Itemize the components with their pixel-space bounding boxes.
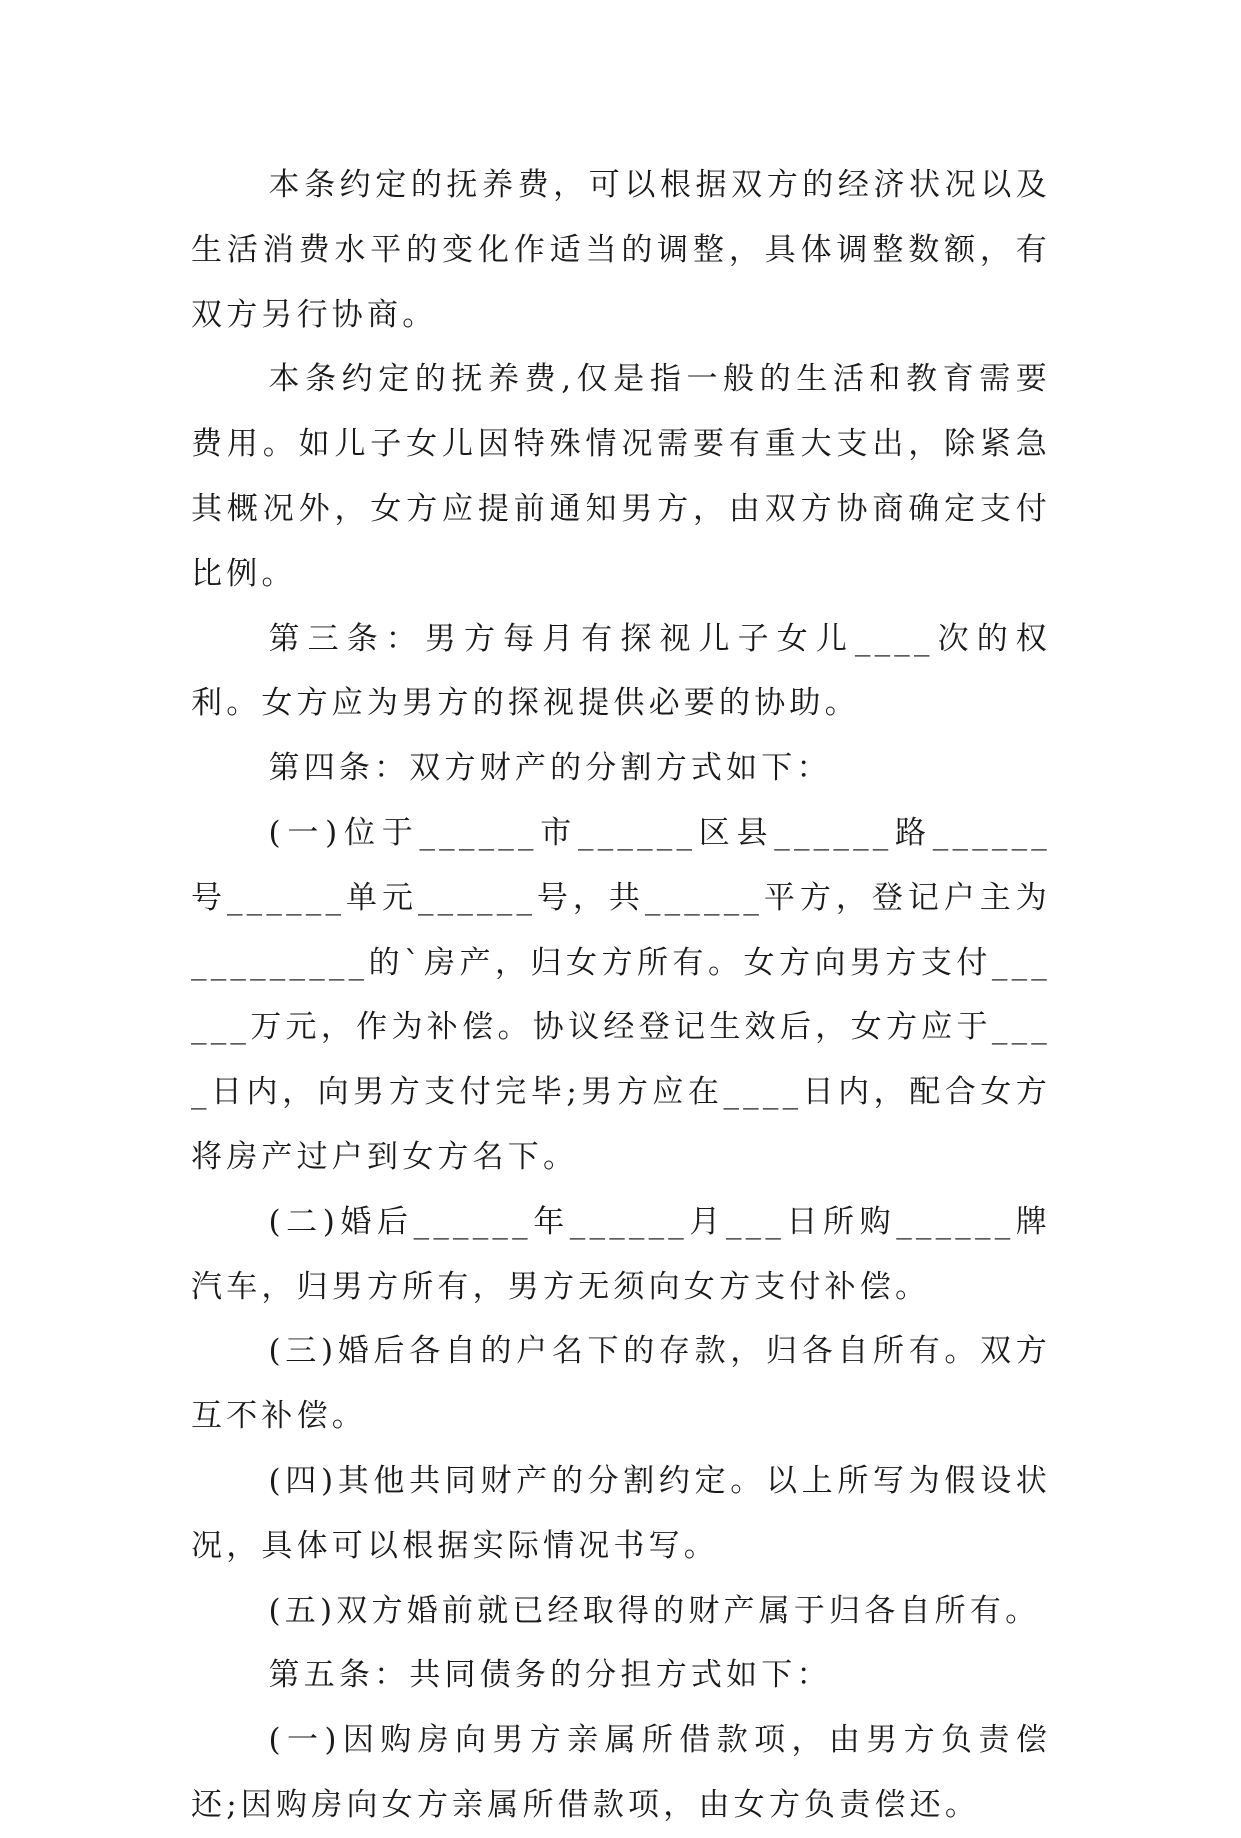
paragraph-article-4-item-3-deposits: (三)婚后各自的户名下的存款，归各自所有。双方互不补偿。 <box>191 1333 1051 1435</box>
paragraph-child-support-adjustment: 本条约定的抚养费，可以根据双方的经济状况以及生活消费水平的变化作适当的调整，具体调整数额，有双方另行协商。 <box>191 167 1051 333</box>
paragraph-article-4-item-4-other: (四)其他共同财产的分割约定。以上所写为假设状况，具体可以根据实际情况书写。 <box>191 1462 1051 1564</box>
paragraph-article-4-heading: 第四条：双方财产的分割方式如下： <box>268 750 832 787</box>
paragraph-article-4-item-5-premarital: (五)双方婚前就已经取得的财产属于归各自所有。 <box>268 1592 1041 1629</box>
paragraph-article-3-visitation: 第三条：男方每月有探视儿子女儿____次的权利。女方应为男方的探视提供必要的协助。 <box>191 620 1051 722</box>
paragraph-article-4-item-2-car: (二)婚后______年______月___日所购______牌汽车，归男方所有，男方无须向女方支付补偿。 <box>191 1203 1051 1305</box>
paragraph-child-support-scope: 本条约定的抚养费,仅是指一般的生活和教育需要费用。如儿子女儿因特殊情况需要有重大支出，除紧急其概况外，女方应提前通知男方，由双方协商确定支付比例。 <box>191 361 1051 592</box>
document-page <box>191 153 1051 1838</box>
paragraph-article-5-item-1-debts: (一)因购房向男方亲属所借款项，由男方负责偿还;因购房向女方亲属所借款项，由女方负责偿还。 <box>191 1722 1051 1823</box>
paragraph-article-4-item-1-house: (一)位于______市______区县______路______号______单元______号，共______平方，登记户主为_________的`房产，归女方所有。女方向男方支付______万元，作为补偿。协议经登记生效后，女方应于____日内，向男方支付完毕;男方应在____日内，配合女方将房产过户到女方名下。 <box>191 814 1051 1175</box>
paragraph-article-5-heading: 第五条：共同债务的分担方式如下： <box>268 1657 832 1694</box>
